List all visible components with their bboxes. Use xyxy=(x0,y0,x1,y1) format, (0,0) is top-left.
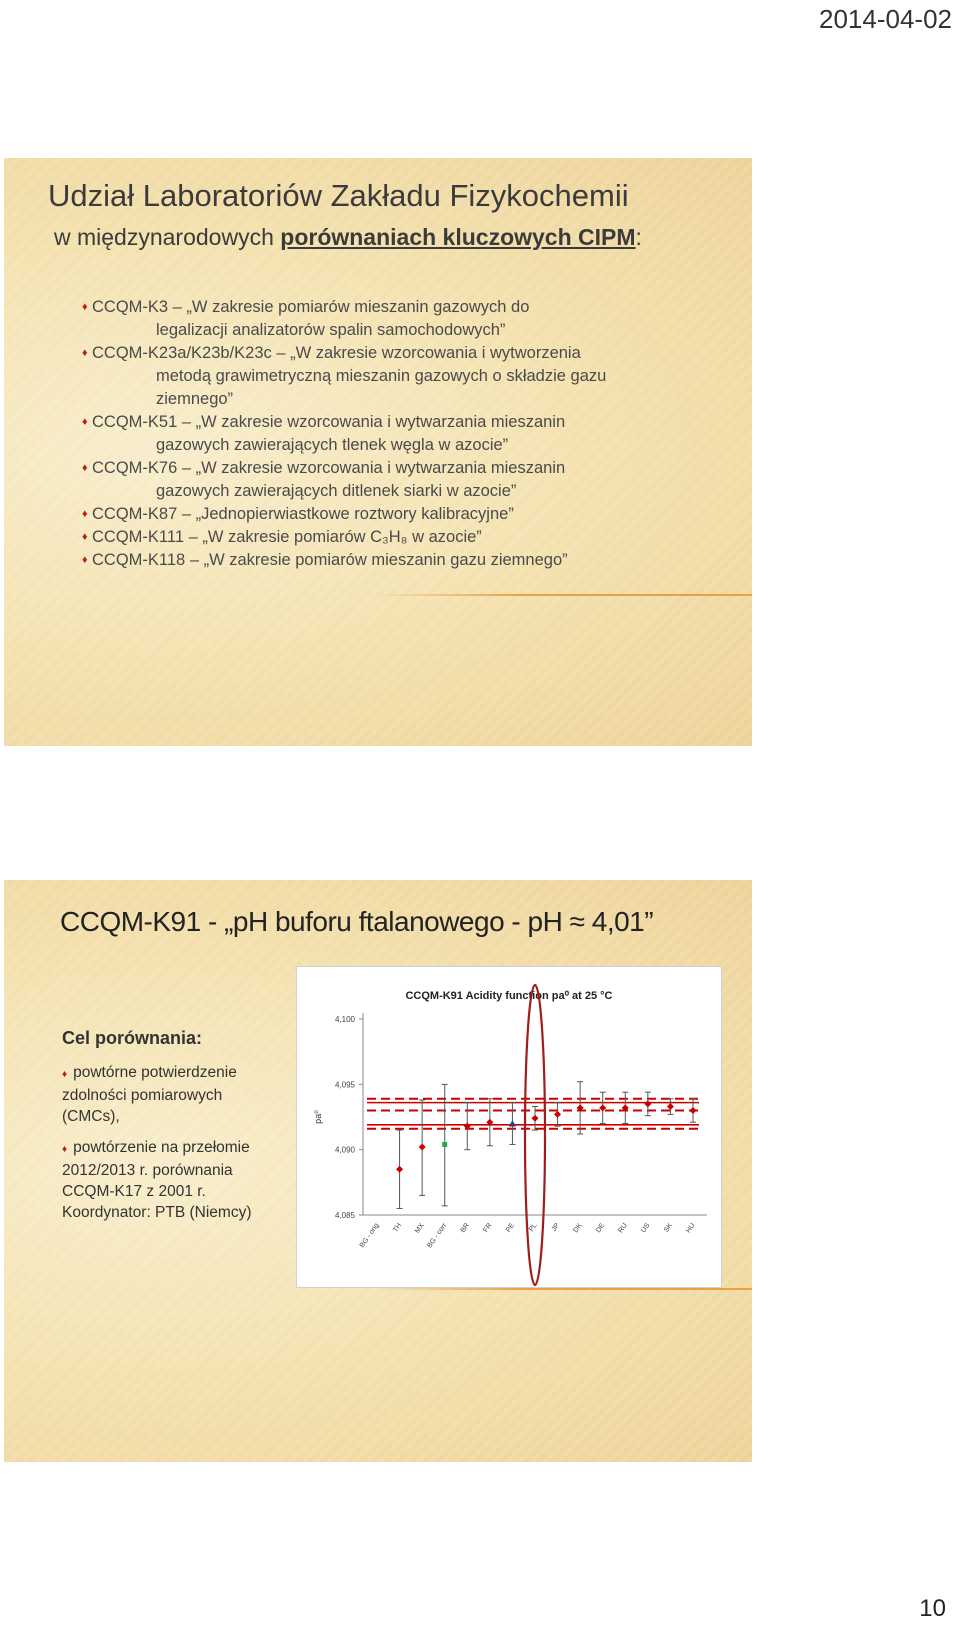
goal-heading: Cel porównania: xyxy=(62,1028,203,1048)
diamond-bullet-icon: ♦ xyxy=(82,462,88,474)
data-point xyxy=(442,1142,447,1147)
x-tick-label: DK xyxy=(572,1222,584,1235)
diamond-bullet-icon: ♦ xyxy=(62,1069,68,1080)
x-tick-label: FR xyxy=(482,1222,494,1234)
acidity-chart xyxy=(297,967,721,1287)
decor-line xyxy=(374,1288,752,1290)
goal-text: powtórne potwierdzenie zdolności pomiarowych (CMCs), xyxy=(62,1064,237,1125)
data-point xyxy=(532,1115,539,1122)
comparison-description: – „W zakresie pomiarów mieszanin gazu ziemnego” xyxy=(189,551,568,569)
decor-line xyxy=(374,594,752,596)
x-tick-label: RU xyxy=(617,1222,629,1235)
data-point xyxy=(667,1103,674,1110)
comparison-code: CCQM-K23a/K23b/K23c xyxy=(92,344,277,362)
comparison-list xyxy=(82,296,742,572)
diamond-bullet-icon: ♦ xyxy=(82,531,88,543)
diamond-bullet-icon: ♦ xyxy=(82,347,88,359)
y-tick-label: 4,090 xyxy=(334,1145,355,1155)
comparison-code: CCQM-K51 xyxy=(92,413,182,431)
comparison-code: CCQM-K76 xyxy=(92,459,182,477)
comparison-code: CCQM-K3 xyxy=(92,298,173,316)
x-tick-label: MX xyxy=(414,1222,426,1235)
x-tick-label: HU xyxy=(685,1222,697,1235)
highlight-ellipse xyxy=(525,985,545,1285)
x-tick-label: BR xyxy=(459,1222,471,1235)
comparison-item xyxy=(82,526,742,549)
comparison-item xyxy=(82,549,742,572)
x-tick-label: SK xyxy=(662,1222,675,1234)
slide1-subtitle xyxy=(54,224,642,251)
comparison-item xyxy=(82,457,742,503)
comparison-description: – „W zakresie pomiarów mieszanin gazowych do xyxy=(172,298,530,316)
data-point xyxy=(690,1107,697,1114)
y-tick-label: 4,100 xyxy=(334,1015,355,1024)
data-point xyxy=(554,1111,561,1118)
comparison-description: legalizacji analizatorów spalin samochodowych” xyxy=(156,321,506,339)
diamond-bullet-icon: ♦ xyxy=(82,301,88,313)
comparison-description: gazowych zawierających ditlenek siarki w azocie” xyxy=(156,482,517,500)
coordinator-text: Koordynator: PTB (Niemcy) xyxy=(62,1204,252,1221)
x-tick-label: TH xyxy=(392,1222,404,1234)
x-tick-label: PE xyxy=(504,1222,517,1234)
slide-ccqm-k91 xyxy=(4,880,752,1462)
comparison-description: – „W zakresie wzorcowania i wytwarzania mieszanin xyxy=(181,413,566,431)
comparison-description: – „Jednopierwiastkowe roztwory kalibracyjne” xyxy=(181,505,514,523)
page-date: 2014-04-02 xyxy=(819,4,952,34)
subtitle-suffix: : xyxy=(635,224,642,250)
x-tick-label: BG - corr xyxy=(426,1222,449,1250)
comparison-code: CCQM-K111 xyxy=(92,528,189,546)
y-tick-label: 4,095 xyxy=(334,1080,355,1090)
goal-item xyxy=(62,1062,282,1127)
subtitle-underlined: porównaniach kluczowych CIPM xyxy=(280,224,636,250)
comparison-description: – „W zakresie pomiarów C₃H₈ w azocie” xyxy=(188,528,482,546)
comparison-description: – „W zakresie wzorcowania i wytwarzania mieszanin xyxy=(181,459,566,477)
data-point xyxy=(419,1144,426,1151)
data-point xyxy=(396,1166,403,1173)
slide1-title: Udział Laboratoriów Zakładu Fizykochemii xyxy=(48,178,629,213)
slide-cipm-participation xyxy=(4,158,752,746)
y-axis-label: pa⁰ xyxy=(313,1110,323,1124)
x-tick-label: BG - orig xyxy=(358,1222,381,1250)
diamond-bullet-icon: ♦ xyxy=(82,554,88,566)
x-tick-label: PL xyxy=(527,1222,539,1234)
comparison-item xyxy=(82,296,742,342)
chart-title: CCQM-K91 Acidity function pa⁰ at 25 °C xyxy=(405,990,613,1002)
diamond-bullet-icon: ♦ xyxy=(82,416,88,428)
comparison-code: CCQM-K87 xyxy=(92,505,182,523)
x-tick-label: JP xyxy=(550,1222,562,1233)
data-point xyxy=(509,1120,516,1127)
comparison-item xyxy=(82,411,742,457)
y-tick-label: 4,085 xyxy=(334,1211,355,1220)
comparison-item xyxy=(82,342,742,411)
page-number: 10 xyxy=(919,1595,946,1622)
chart-panel xyxy=(296,966,722,1288)
comparison-description: metodą grawimetryczną mieszanin gazowych o składzie gazu xyxy=(156,367,607,385)
subtitle-prefix: w międzynarodowych xyxy=(54,224,281,250)
goal-text: powtórzenie na przełomie 2012/2013 r. porównania CCQM-K17 z 2001 r. xyxy=(62,1139,250,1200)
diamond-bullet-icon: ♦ xyxy=(62,1144,68,1155)
goal-item xyxy=(62,1137,282,1202)
goal-list xyxy=(62,1062,282,1212)
data-point xyxy=(644,1100,651,1107)
comparison-description: ziemnego” xyxy=(156,390,234,408)
x-tick-label: US xyxy=(640,1222,652,1235)
comparison-code: CCQM-K118 xyxy=(92,551,190,569)
x-tick-label: DE xyxy=(595,1222,607,1235)
comparison-description: gazowych zawierających tlenek węgla w azocie” xyxy=(156,436,509,454)
slide2-title: CCQM-K91 - „pH buforu ftalanowego - pH ≈ 4,01” xyxy=(60,906,654,937)
diamond-bullet-icon: ♦ xyxy=(82,508,88,520)
comparison-item xyxy=(82,503,742,526)
comparison-description: – „W zakresie wzorcowania i wytworzenia xyxy=(276,344,581,362)
